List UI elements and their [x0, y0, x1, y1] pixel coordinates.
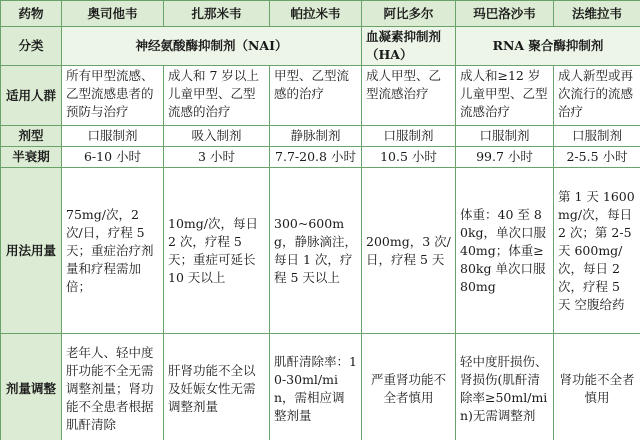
usage-cell: 200mg，3 次/日，疗程 5 天	[362, 168, 456, 334]
dosage-form-cell: 口服制剂	[554, 126, 640, 147]
half-life-row	[1, 147, 640, 168]
half-life-cell: 7.7-20.8 小时	[270, 147, 362, 168]
adjustment-cell: 肝肾功能不全以及妊娠女性无需调整剂量	[164, 334, 270, 440]
population-label: 适用人群	[1, 66, 62, 126]
drug-name-arbidol: 阿比多尔	[362, 1, 456, 27]
drug-name-zanamivir: 扎那米韦	[164, 1, 270, 27]
half-life-cell: 10.5 小时	[362, 147, 456, 168]
adjustment-cell: 老年人、轻中度肝功能不全无需调整剂量；肾功能不全患者根据肌酐清除	[62, 334, 164, 440]
adjustment-label: 剂量调整	[1, 334, 62, 440]
adjustment-cell: 轻中度肝损伤、肾损伤(肌酐清除率≥50ml/min)无需调整剂	[456, 334, 554, 440]
population-cell: 成人甲型、乙型流感治疗	[362, 66, 456, 126]
adjustment-cell: 严重肾功能不全者慎用	[362, 334, 456, 440]
half-life-cell: 3 小时	[164, 147, 270, 168]
dosage-form-cell: 口服制剂	[62, 126, 164, 147]
population-cell: 甲型、乙型流感的治疗	[270, 66, 362, 126]
population-cell: 成人和≥12 岁儿童甲型、乙型流感治疗	[456, 66, 554, 126]
dosage-form-label: 剂型	[1, 126, 62, 147]
population-cell: 成人和 7 岁以上儿童甲型、乙型流感的治疗	[164, 66, 270, 126]
header-row	[1, 1, 640, 27]
dosage-form-row	[1, 126, 640, 147]
classification-row	[1, 27, 640, 66]
usage-cell: 300~600mg，静脉滴注，每日 1 次，疗程 5 天以上	[270, 168, 362, 334]
adjustment-cell: 肌酐清除率：10-30ml/min，需相应调整剂量	[270, 334, 362, 440]
header-label: 药物	[1, 1, 62, 27]
half-life-cell: 99.7 小时	[456, 147, 554, 168]
half-life-cell: 2-5.5 小时	[554, 147, 640, 168]
classification-nai: 神经氨酸酶抑制剂（NAI）	[62, 27, 362, 66]
half-life-cell: 6-10 小时	[62, 147, 164, 168]
population-row	[1, 66, 640, 126]
usage-cell: 第 1 天 1600mg/次，每日 2 次；第 2-5 天 600mg/次，每日 2 次，疗程 5 天 空腹给药	[554, 168, 640, 334]
drug-name-oseltamivir: 奥司他韦	[62, 1, 164, 27]
dosage-form-cell: 吸入制剂	[164, 126, 270, 147]
population-cell: 成人新型或再次流行的流感治疗	[554, 66, 640, 126]
drug-name-peramivir: 帕拉米韦	[270, 1, 362, 27]
drug-name-favipiravir: 法维拉韦	[554, 1, 640, 27]
classification-label: 分类	[1, 27, 62, 66]
adjustment-row	[1, 334, 640, 440]
dosage-form-cell: 口服制剂	[362, 126, 456, 147]
usage-cell: 10mg/次，每日 2 次，疗程 5 天；重症可延长 10 天以上	[164, 168, 270, 334]
adjustment-cell: 肾功能不全者慎用	[554, 334, 640, 440]
usage-cell: 75mg/次，2 次/日，疗程 5 天；重症治疗剂量和疗程需加倍；	[62, 168, 164, 334]
drug-name-baloxavir: 玛巴洛沙韦	[456, 1, 554, 27]
usage-label: 用法用量	[1, 168, 62, 334]
dosage-form-cell: 静脉制剂	[270, 126, 362, 147]
usage-cell: 体重：40 至 80kg，单次口服 40mg；体重≥80kg 单次口服 80mg	[456, 168, 554, 334]
classification-ha: 血凝素抑制剂（HA）	[362, 27, 456, 66]
classification-rna: RNA 聚合酶抑制剂	[456, 27, 640, 66]
half-life-label: 半衰期	[1, 147, 62, 168]
population-cell: 所有甲型流感、乙型流感患者的预防与治疗	[62, 66, 164, 126]
dosage-form-cell: 口服制剂	[456, 126, 554, 147]
usage-row	[1, 168, 640, 334]
